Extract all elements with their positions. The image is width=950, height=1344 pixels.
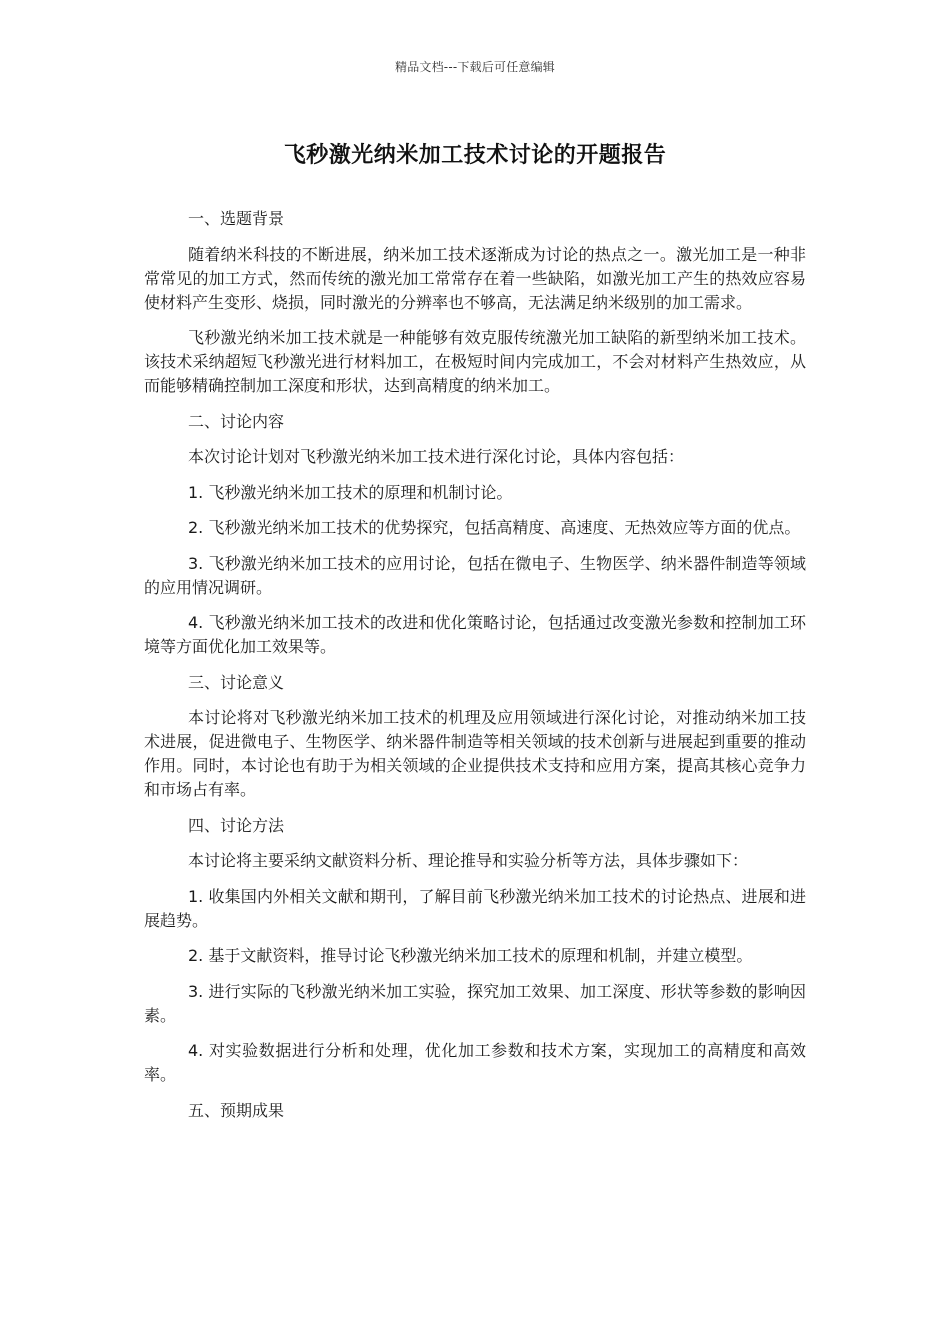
- section-heading-content: 二、讨论内容: [188, 411, 285, 431]
- section-heading-background: 一、选题背景: [188, 209, 285, 228]
- list-item: 1. 飞秒激光纳米加工技术的原理和机制讨论。: [188, 482, 513, 502]
- list-item: 4. 对实验数据进行分析和处理，优化加工参数和技术方案，实现加工的高精度和高效率。: [144, 1041, 806, 1084]
- paragraph: 本讨论将主要采纳文献资料分析、理论推导和实验分析等方法，具体步骤如下：: [188, 851, 749, 870]
- paragraph: 随着纳米科技的不断进展，纳米加工技术逐渐成为讨论的热点之一。激光加工是一种非常常见的加工方式，然而传统的激光加工常常存在着一些缺陷，如激光加工产生的热效应容易使材料产生变形、烧损，同时激光的分辨率也不够高，无法满足纳米级别的加工需求。: [144, 244, 806, 312]
- list-item: 1. 收集国内外相关文献和期刊，了解目前飞秒激光纳米加工技术的讨论热点、进展和进展趋势。: [144, 886, 806, 930]
- paragraph: 本讨论将对飞秒激光纳米加工技术的机理及应用领域进行深化讨论，对推动纳米加工技术进展，促进微电子、生物医学、纳米器件制造等相关领域的技术创新与进展起到重要的推动作用。同时，本讨论也有助于为相关领域的企业提供技术支持和应用方案，提高其核心竞争力和市场占有率。: [144, 708, 806, 799]
- list-item: 3. 进行实际的飞秒激光纳米加工实验，探究加工效果、加工深度、形状等参数的影响因素。: [144, 981, 806, 1025]
- section-heading-significance: 三、讨论意义: [188, 672, 285, 692]
- page-header-banner: 精品文档---下载后可任意编辑: [395, 60, 555, 74]
- document-body: [144, 207, 806, 1134]
- paragraph: 飞秒激光纳米加工技术就是一种能够有效克服传统激光加工缺陷的新型纳米加工技术。该技术采纳超短飞秒激光进行材料加工，在极短时间内完成加工，不会对材料产生热效应，从而能够精确控制加工深度和形状，达到高精度的纳米加工。: [144, 328, 806, 395]
- section-heading-method: 四、讨论方法: [188, 815, 285, 835]
- document-title: 飞秒激光纳米加工技术讨论的开题报告: [283, 143, 667, 168]
- paragraph: 本次讨论计划对飞秒激光纳米加工技术进行深化讨论，具体内容包括：: [188, 447, 685, 466]
- list-item: 2. 基于文献资料，推导讨论飞秒激光纳米加工技术的原理和机制，并建立模型。: [188, 946, 753, 965]
- section-heading-expected-results: 五、预期成果: [188, 1100, 285, 1120]
- list-item: 3. 飞秒激光纳米加工技术的应用讨论，包括在微电子、生物医学、纳米器件制造等领域的应用情况调研。: [144, 553, 806, 597]
- list-item: 2. 飞秒激光纳米加工技术的优势探究，包括高精度、高速度、无热效应等方面的优点。: [188, 518, 801, 537]
- list-item: 4. 飞秒激光纳米加工技术的改进和优化策略讨论，包括通过改变激光参数和控制加工环境等方面优化加工效果等。: [144, 613, 806, 656]
